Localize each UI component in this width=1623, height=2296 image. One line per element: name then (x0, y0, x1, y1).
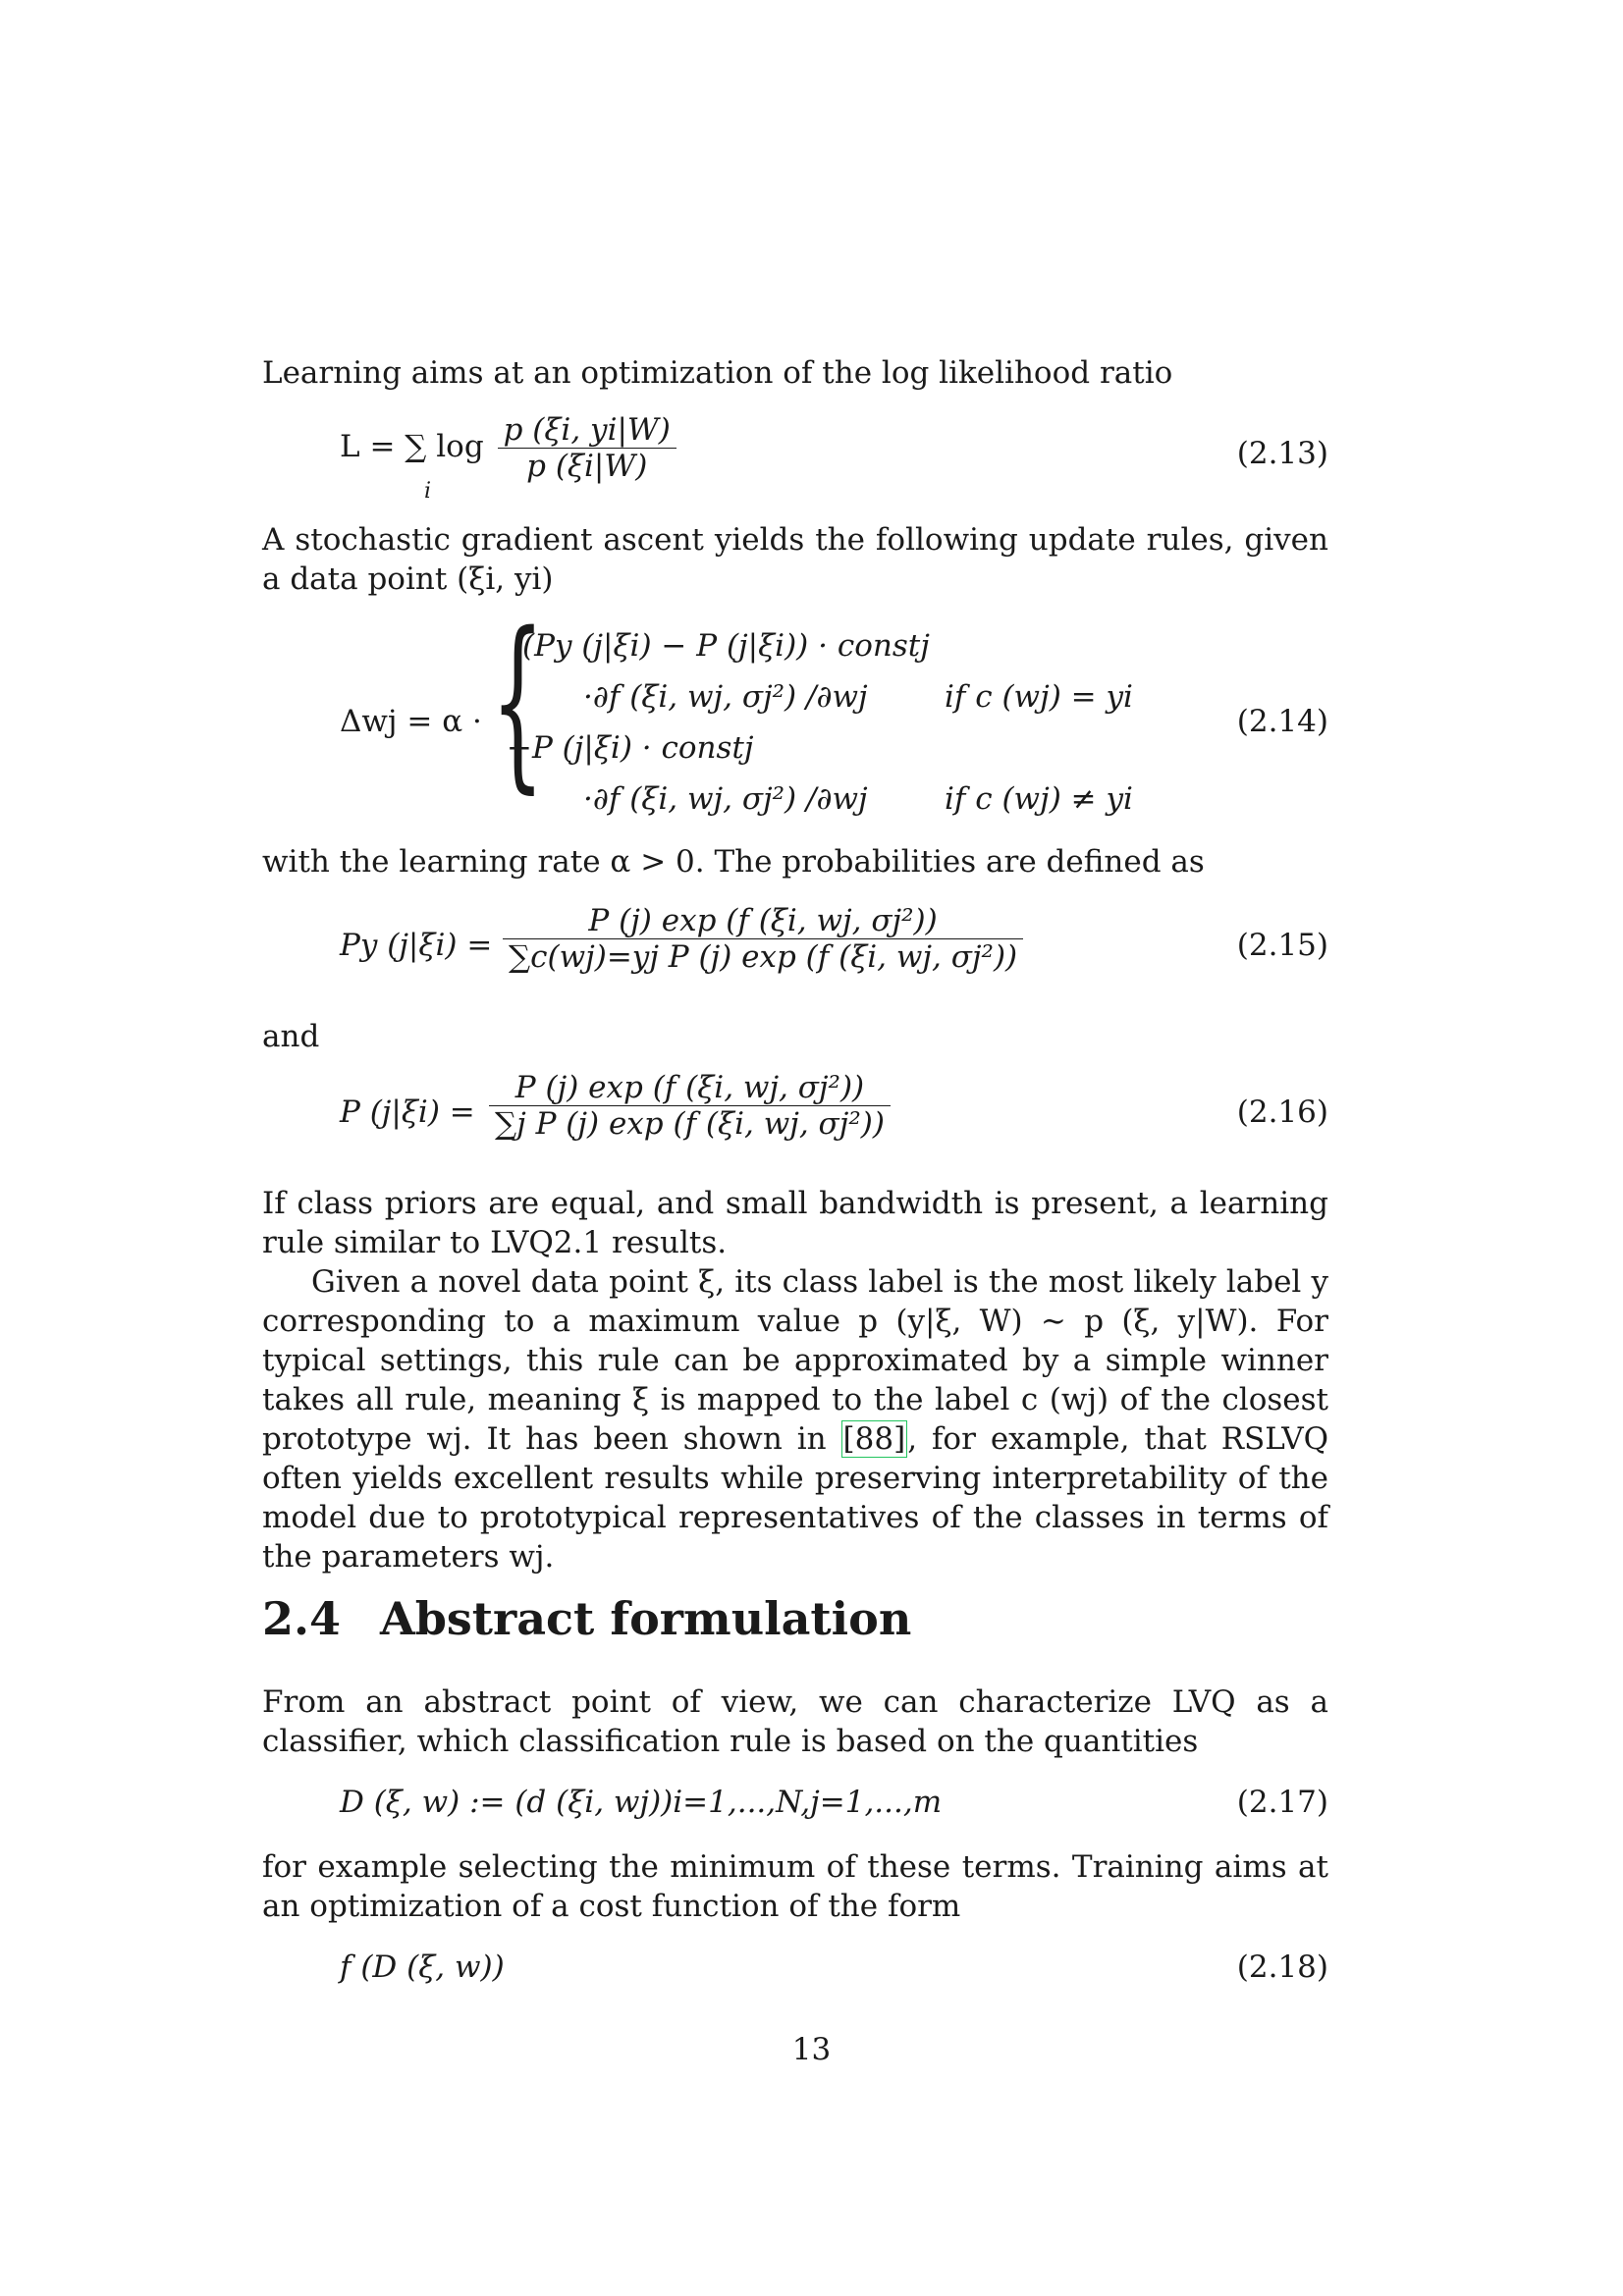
eq-2-14-brace: { (491, 593, 545, 810)
paragraph-gradient: A stochastic gradient ascent yields the following update rules, given a data point (ξi, yi) (262, 522, 1328, 597)
eq-2-13-log: log (436, 429, 484, 464)
eq-2-14-row4: ·∂f (ξi, wj, σj²) /∂wj (583, 781, 868, 817)
eq-2-13-sum-index: i (424, 479, 432, 504)
section-heading (262, 1592, 911, 1645)
paragraph-cost: for example selecting the minimum of these terms. Training aims at an optimization of a cost function of the form (262, 1849, 1328, 1924)
paragraph-intro: Learning aims at an optimization of the log likelihood ratio (262, 355, 1173, 391)
paragraph-novel-point-text-end: , for example, that RSLVQ often yields excellent results while preserving interpretability of the model due to prototypical representatives of the classes in terms of the parameters wj. (262, 1421, 1328, 1575)
eq-2-14-number: (2.14) (1236, 704, 1328, 739)
eq-2-14-cond1: if c (wj) = yi (945, 679, 1133, 715)
paragraph-learning-rate: with the learning rate α > 0. The probabilities are defined as (262, 844, 1205, 880)
eq-2-13-denominator: p (ξi|W) (498, 448, 676, 484)
eq-2-14-row2: ·∂f (ξi, wj, σj²) /∂wj (583, 679, 868, 715)
eq-2-15-numerator: P (j) exp (f (ξi, wj, σj²)) (588, 903, 938, 938)
eq-2-15-lhs: Py (j|ξi) = (340, 928, 493, 963)
section-number: 2.4 (262, 1592, 342, 1645)
eq-2-18-expression: f (D (ξ, w)) (340, 1949, 505, 1985)
page-number: 13 (791, 2032, 832, 2067)
eq-2-17-number: (2.17) (1236, 1785, 1328, 1820)
eq-2-14-cond2: if c (wj) ≠ yi (945, 781, 1133, 817)
eq-2-15-number: (2.15) (1236, 928, 1328, 963)
paragraph-novel-point (262, 1262, 1328, 1576)
eq-2-16-numerator: P (j) exp (f (ξi, wj, σj²)) (514, 1070, 865, 1105)
eq-2-13-numerator: p (ξi, yi|W) (503, 412, 671, 448)
eq-2-16-number: (2.16) (1236, 1095, 1328, 1130)
eq-2-15-denominator: ∑c(wj)=yj P (j) exp (f (ξi, wj, σj²)) (503, 938, 1023, 975)
eq-2-16-denominator: ∑j P (j) exp (f (ξi, wj, σj²)) (489, 1105, 891, 1142)
eq-2-15-fraction (503, 903, 1023, 975)
eq-2-13-lhs: L = ∑ (340, 429, 427, 464)
eq-2-14-row1: (Py (j|ξi) − P (j|ξi)) · constj (522, 628, 930, 664)
eq-2-16-lhs: P (j|ξi) = (340, 1095, 475, 1130)
eq-2-18-number: (2.18) (1236, 1949, 1328, 1985)
paragraph-novel-point-text: Given a novel data point ξ, its class label is the most likely label y corresponding to a maximum value p (y|ξ, W) ∼ p (ξ, y|W). For typical settings, this rule can be approximated by a simple winner takes all rule, meaning ξ is mapped to the label c (wj) of the closest prototype wj. It has been shown in (262, 1264, 1328, 1457)
eq-2-14-row3: −P (j|ξi) · constj (507, 730, 754, 766)
paragraph-abstract: From an abstract point of view, we can characterize LVQ as a classifier, which classification rule is based on the quantities (262, 1684, 1328, 1759)
section-title: Abstract formulation (380, 1592, 912, 1645)
paragraph-and: and (262, 1019, 320, 1054)
citation-88[interactable]: [88] (842, 1421, 906, 1457)
eq-2-16-fraction (489, 1070, 891, 1142)
eq-2-13-number: (2.13) (1236, 436, 1328, 471)
eq-2-13-fraction (498, 412, 676, 484)
paragraph-class-priors: If class priors are equal, and small bandwidth is present, a learning rule similar to LVQ2.1 results. (262, 1186, 1328, 1260)
eq-2-14-lhs: Δwj = α · (340, 704, 482, 739)
eq-2-17-expression: D (ξ, w) := (d (ξi, wj))i=1,...,N,j=1,...,m (340, 1785, 943, 1820)
